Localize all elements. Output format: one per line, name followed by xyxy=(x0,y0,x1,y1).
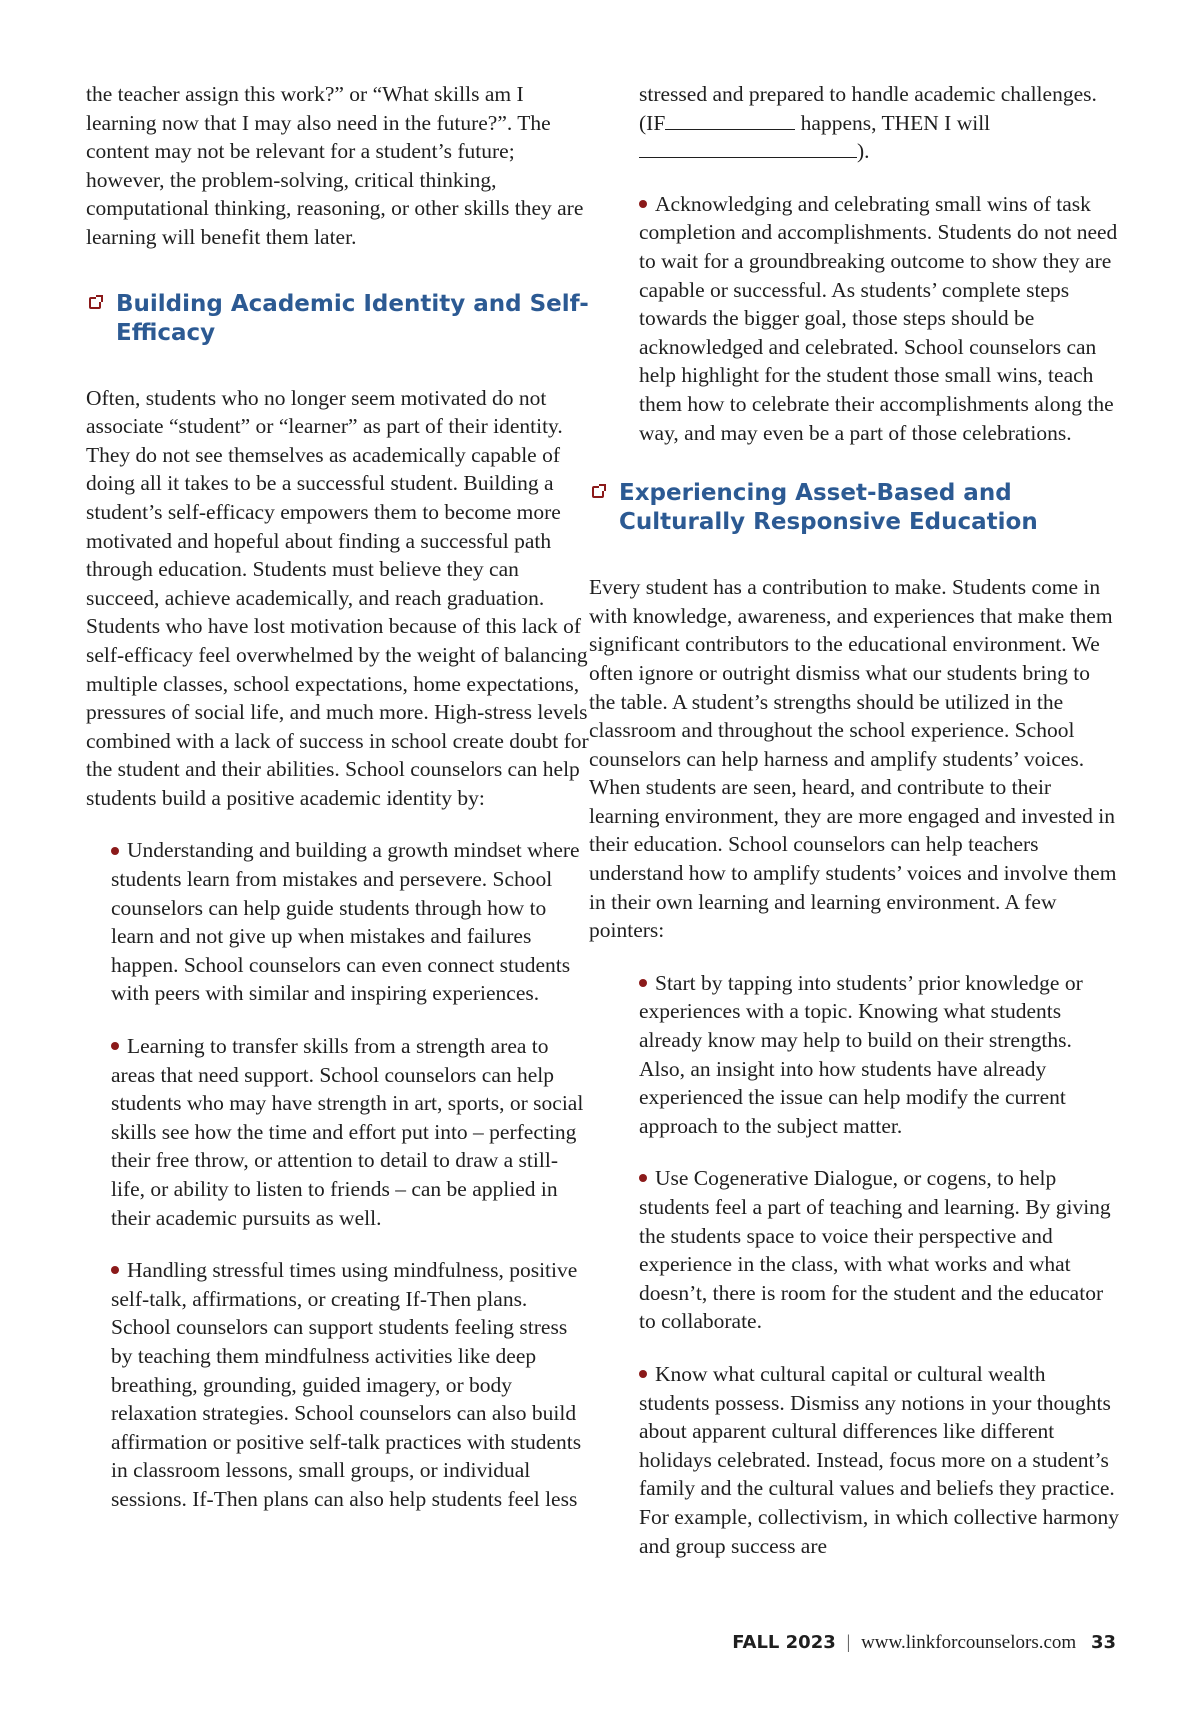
body-paragraph: Often, students who no longer seem motivated do not associate “student” or “learner” as part of their identity. They do not see themselves as academically capable of doing all it takes to be a successful student. Building a student’s self-efficacy empowers them to become more motivated and hopeful about finding a successful path through education. Students must believe they can succeed, achieve academically, and reach graduation. Students who have lost motivation because of this lack of self-efficacy feel overwhelmed by the weight of balancing multiple classes, school expectations, home expectations, pressures of social life, and much more. High-stress levels combined with a lack of success in school create doubt for the student and their abilities. School counselors can help students build a positive academic identity by: xyxy=(86,385,589,810)
bullet-dot-icon xyxy=(111,1266,119,1274)
continuation-start: stressed and prepared to handle academic challenges. (IF xyxy=(639,82,1097,135)
right-column xyxy=(589,80,1120,1584)
list-item xyxy=(86,1032,590,1232)
continuation-end: ). xyxy=(857,139,870,164)
bullet-dot-icon xyxy=(639,979,647,987)
bullet-text: Handling stressful times using mindfulness, positive self-talk, affirmations, or creating If-Then plans. School counselors can support students feeling stress by teaching them mindfulness activities like deep breathing, grounding, guided imagery, or body relaxation strategies. School counselors can also build affirmation or positive self-talk practices with students in classroom lessons, small groups, or individual sessions. If-Then plans can also help students feel less xyxy=(111,1258,582,1511)
list-item xyxy=(614,1164,1120,1336)
website-link[interactable]: www.linkforcounselors.com xyxy=(861,1632,1077,1653)
bullet-text: Understanding and building a growth mindset where students learn from mistakes and persevere. School counselors can help guide students through how to learn and not give up when mistakes and failures happen. School counselors can even connect students with peers with similar and inspiring experiences. xyxy=(111,838,580,1006)
list-item xyxy=(86,1256,590,1513)
bullet-dot-icon xyxy=(639,200,647,208)
bullet-dot-icon xyxy=(639,1370,647,1378)
left-column xyxy=(86,80,590,1538)
bullet-text: Learning to transfer skills from a strength area to areas that need support. School counselors can help students who may have strength in art, sports, or social skills see how the time and effort put into – perfecting their free throw, or attention to detail to draw a still-life, or ability to listen to friends – can be applied in their academic pursuits as well. xyxy=(111,1034,584,1230)
bullet-continuation xyxy=(614,80,1120,166)
checkbox-icon xyxy=(89,297,101,309)
list-item xyxy=(614,969,1120,1141)
bullet-text: Start by tapping into students’ prior knowledge or experiences with a topic. Knowing what students already know may help to build on their strengths. Also, an insight into how students have already experienced the issue can help modify the current approach to the subject matter. xyxy=(639,970,1083,1138)
issue-label: FALL 2023 xyxy=(732,1632,836,1653)
bullet-text: Acknowledging and celebrating small wins of task completion and accomplishments. Students do not need to wait for a groundbreaking outcome to show they are capable or successful. As students’ complete steps towards the bigger goal, those steps should be acknowledged and celebrated. School counselors can help highlight for the student those small wins, teach them how to celebrate their accomplishments along the way, and may even be a part of those celebrations. xyxy=(639,191,1118,445)
list-item xyxy=(614,190,1120,447)
list-item xyxy=(86,836,590,1008)
heading-text: Experiencing Asset-Based and Culturally Responsive Education xyxy=(619,480,1038,536)
bullet-dot-icon xyxy=(639,1174,647,1182)
fill-in-blank xyxy=(665,110,795,130)
heading-text: Building Academic Identity and Self-Efficacy xyxy=(116,290,589,346)
page-number: 33 xyxy=(1090,1632,1116,1653)
bullet-dot-icon xyxy=(111,1042,119,1050)
checkbox-icon xyxy=(592,486,604,498)
continuation-mid: happens, THEN I will xyxy=(800,110,991,135)
bullet-text: Use Cogenerative Dialogue, or cogens, to help students feel a part of teaching and learning. By giving the students space to voice their perspective and experience in the class, with what works and what doesn’t, there is room for the student and the educator to collaborate. xyxy=(639,1166,1111,1334)
intro-paragraph: the teacher assign this work?” or “What skills am I learning now that I may also need in the future?”. The content may not be relevant for a student’s future; however, the problem-solving, critical thinking, computational thinking, reasoning, or other skills they are learning will benefit them later. xyxy=(86,82,584,249)
list-item xyxy=(614,1360,1120,1560)
bullet-text: Know what cultural capital or cultural wealth students possess. Dismiss any notions in your thoughts about apparent cultural differences like different holidays celebrated. Instead, focus more on a student’s family and the cultural values and beliefs they practice. For example, collectivism, in which collective harmony and group success are xyxy=(639,1361,1120,1558)
section-heading-asset-based xyxy=(589,479,1120,537)
footer-separator: | xyxy=(846,1632,851,1653)
bullet-dot-icon xyxy=(111,847,119,855)
section-heading-academic-identity xyxy=(86,290,590,348)
fill-in-blank xyxy=(639,138,857,158)
page-footer xyxy=(732,1632,1116,1654)
body-paragraph: Every student has a contribution to make. Students come in with knowledge, awareness, and experiences that make them significant contributors to the educational environment. We often ignore or outright dismiss what our students bring to the table. A student’s strengths should be utilized in the classroom and throughout the school experience. School counselors can help harness and amplify students’ voices. When students are seen, heard, and contribute to their learning environment, they are more engaged and invested in their education. School counselors can help teachers understand how to amplify students’ voices and involve them in their own learning and learning environment. A few pointers: xyxy=(589,575,1117,943)
